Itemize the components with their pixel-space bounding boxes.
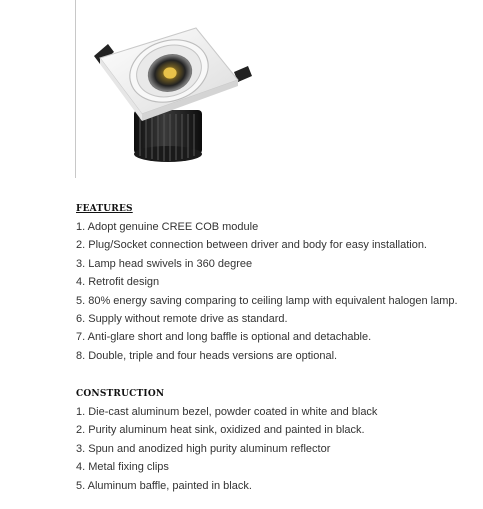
vertical-divider [75,0,76,178]
list-item: 1. Adopt genuine CREE COB module [76,221,259,233]
list-item: 3. Spun and anodized high purity aluminum reflector [76,442,331,455]
features-heading: FEATURES [76,204,133,214]
list-item: 6. Supply without remote drive as standard. [76,312,288,325]
list-item: 4. Retrofit design [76,276,160,289]
list-item: 2. Purity aluminum heat sink, oxidized and painted in black. [76,424,365,437]
list-item: 5. 80% energy saving comparing to ceiling lamp with equivalent halogen lamp. [76,294,458,307]
construction-heading: CONSTRUCTION [76,389,165,399]
construction-list [76,403,476,495]
cob-module [163,67,177,79]
list-item: 4. Metal fixing clips [76,461,169,474]
list-item: 7. Anti-glare short and long baffle is optional and detachable. [76,331,372,344]
features-section [76,203,476,365]
product-photo-downlight [86,18,256,168]
list-item: 5. Aluminum baffle, painted in black. [76,479,252,492]
construction-section [76,388,476,495]
list-item: 2. Plug/Socket connection between driver and body for easy installation. [76,239,427,252]
list-item: 3. Lamp head swivels in 360 degree [76,257,253,270]
features-list [76,218,476,365]
list-item: 1. Die-cast aluminum bezel, powder coated in white and black [76,406,378,418]
list-item: 8. Double, triple and four heads versions are optional. [76,349,338,362]
